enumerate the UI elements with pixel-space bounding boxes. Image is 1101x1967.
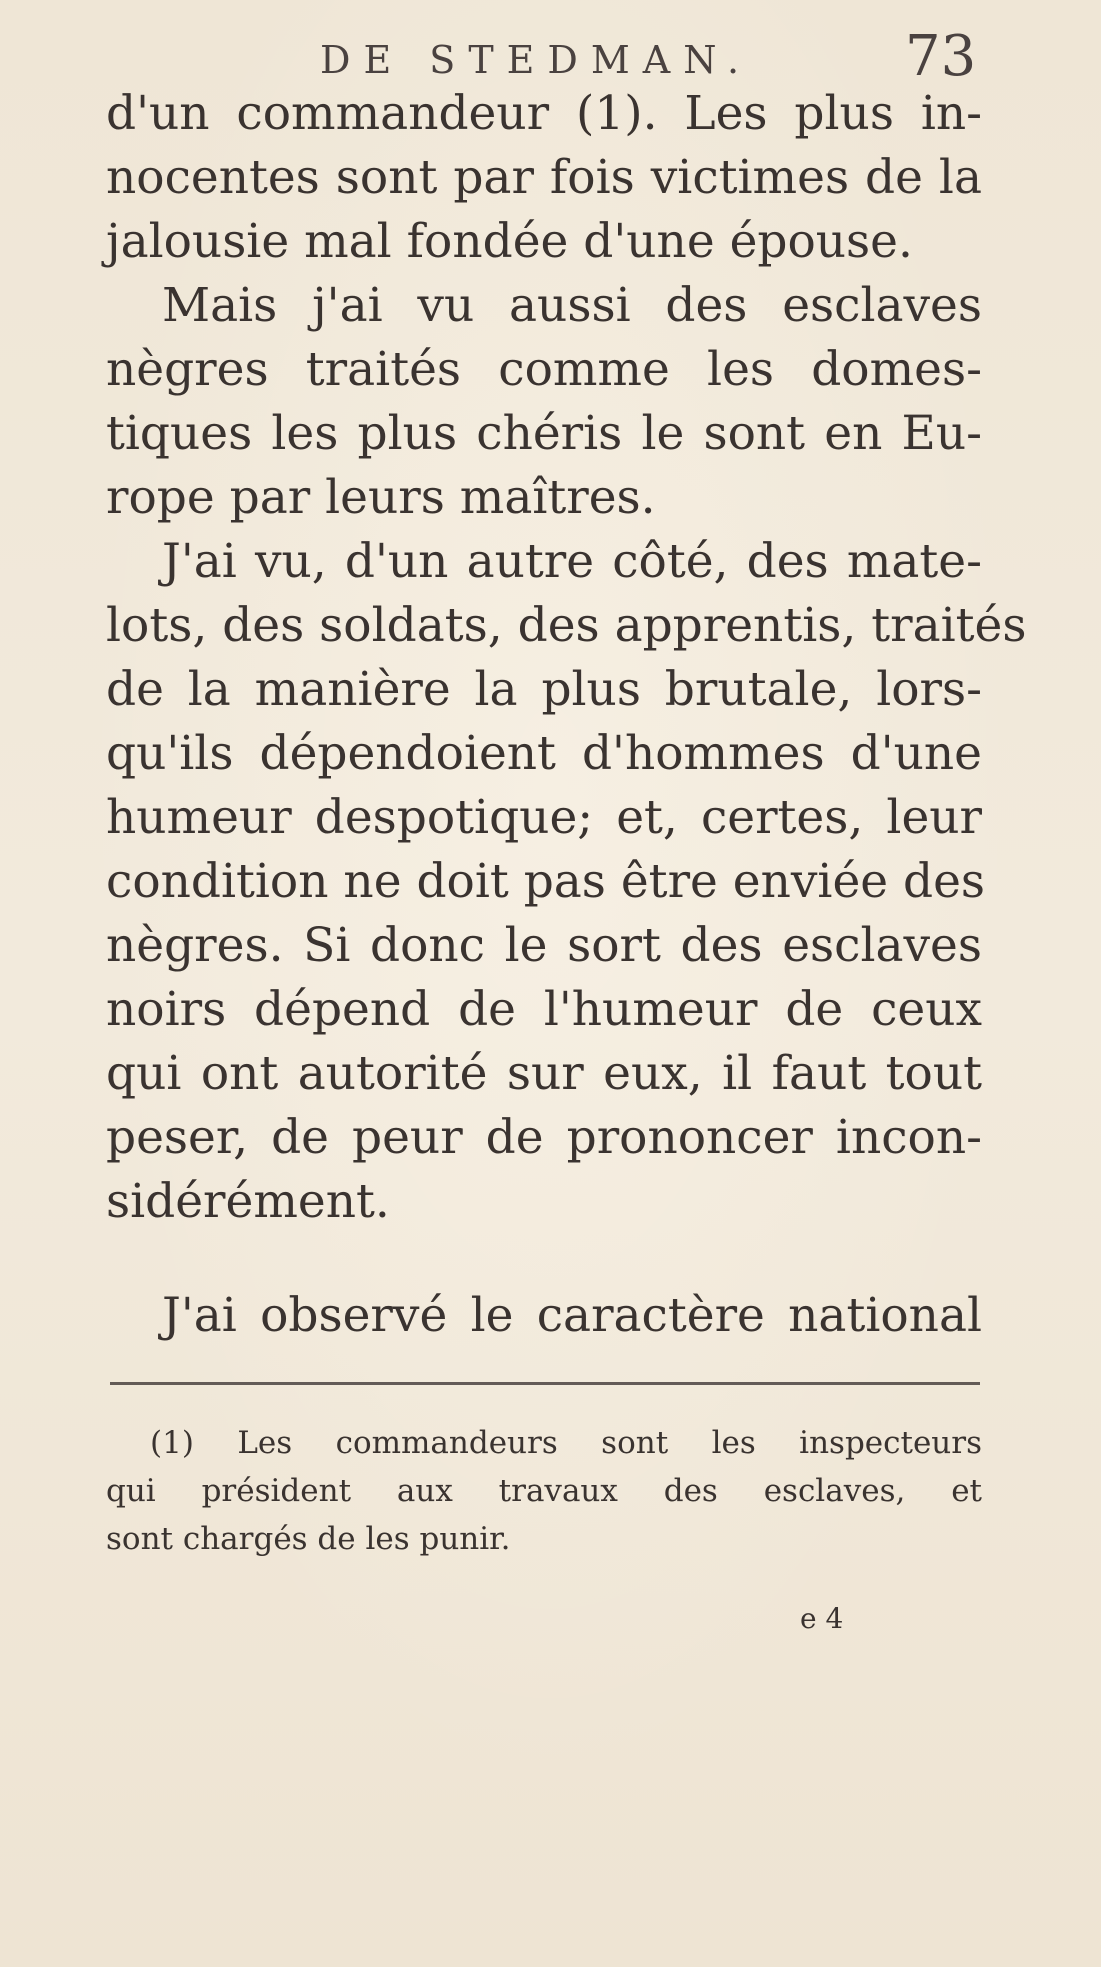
body-line: tiques les plus chéris le sont en Eu-: [106, 406, 982, 461]
body-line: nègres traités comme les domes-: [106, 342, 982, 397]
body-line: rope par leurs maîtres.: [106, 470, 656, 525]
body-line: condition ne doit pas être enviée des: [106, 854, 986, 909]
footnote-line: sont chargés de les punir.: [106, 1521, 511, 1557]
body-line: qui ont autorité sur eux, il faut tout: [106, 1046, 982, 1101]
body-line: d'un commandeur (1). Les plus in-: [106, 86, 982, 141]
body-line: qu'ils dépendoient d'hommes d'une: [106, 726, 982, 781]
body-line: nègres. Si donc le sort des esclaves: [106, 918, 982, 973]
body-line: noirs dépend de l'humeur de ceux: [106, 982, 982, 1037]
page-number: 73: [905, 24, 977, 89]
body-line: peser, de peur de prononcer incon-: [106, 1110, 982, 1165]
running-head: DE STEDMAN.: [320, 38, 753, 82]
body-line: nocentes sont par fois victimes de la: [106, 150, 982, 205]
body-line: Mais j'ai vu aussi des esclaves: [162, 278, 982, 333]
body-line: jalousie mal fondée d'une épouse.: [106, 214, 913, 269]
body-line: sidérément.: [106, 1174, 390, 1229]
body-line: de la manière la plus brutale, lors-: [106, 662, 982, 717]
body-line: lots, des soldats, des apprentis, traités: [106, 598, 1027, 653]
footnote-line: qui président aux travaux des esclaves, et: [106, 1473, 982, 1509]
body-line: J'ai observé le caractère national: [162, 1288, 982, 1343]
signature-mark: e 4: [800, 1602, 844, 1635]
footnote-divider: [110, 1382, 980, 1385]
footnote-line: (1) Les commandeurs sont les inspecteurs: [150, 1425, 982, 1461]
body-line: J'ai vu, d'un autre côté, des mate-: [162, 534, 982, 589]
body-line: humeur despotique; et, certes, leur: [106, 790, 982, 845]
